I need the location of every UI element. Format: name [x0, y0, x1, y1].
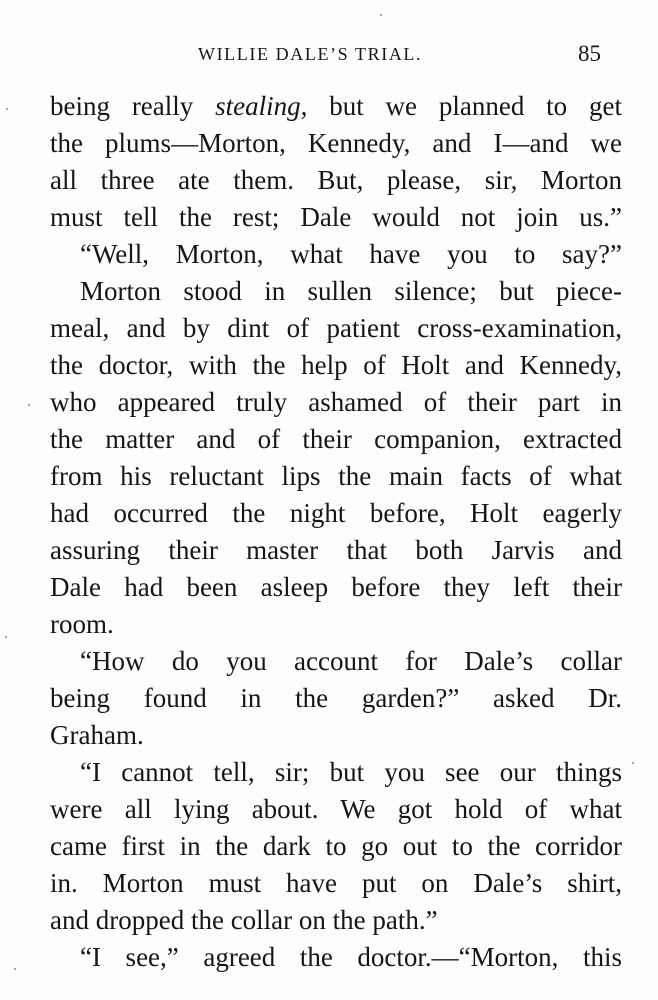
- text-line: meal, and by dint of patient cross-examination,: [50, 313, 622, 343]
- text-line: Graham.: [50, 720, 144, 750]
- text-line: Morton stood in sullen silence; but piece-: [80, 276, 622, 306]
- running-title: WILLIE DALE’S TRIAL.: [198, 44, 423, 64]
- text-line: who appeared truly ashamed of their part in: [50, 387, 622, 417]
- running-head: [0, 41, 658, 74]
- text-line: all three ate them. But, please, sir, Morton: [50, 165, 622, 195]
- text-line: “I see,” agreed the doctor.—“Morton, this: [80, 942, 622, 972]
- text-line: “How do you account for Dale’s collar: [80, 646, 622, 676]
- text-line: came first in the dark to go out to the corridor: [50, 831, 622, 861]
- scan-speck: [28, 404, 30, 406]
- text-line: had occurred the night before, Holt eagerly: [50, 498, 622, 528]
- text-line: were all lying about. We got hold of what: [50, 794, 622, 824]
- text-line: Dale had been asleep before they left their: [50, 572, 622, 602]
- scan-speck: [6, 108, 8, 110]
- scan-speck: [5, 636, 7, 638]
- text-line: the matter and of their companion, extracted: [50, 424, 622, 454]
- text-line: being found in the garden?” asked Dr.: [50, 683, 622, 713]
- text-line: the plums—Morton, Kennedy, and I—and we: [50, 128, 622, 158]
- text-line: assuring their master that both Jarvis and: [50, 535, 622, 565]
- text-line: in. Morton must have put on Dale’s shirt,: [50, 868, 622, 898]
- text-line: from his reluctant lips the main facts of what: [50, 461, 622, 491]
- text-line: and dropped the collar on the path.”: [50, 905, 438, 935]
- scan-speck: [632, 762, 634, 764]
- body-text: [50, 88, 622, 976]
- text-line: must tell the rest; Dale would not join us.”: [50, 202, 622, 232]
- text-line: room.: [50, 609, 114, 639]
- scan-speck: [14, 968, 16, 970]
- text-line: “I cannot tell, sir; but you see our things: [80, 757, 622, 787]
- emphasis-text: stealing,: [215, 91, 308, 121]
- scan-speck: [380, 14, 382, 16]
- text-line: the doctor, with the help of Holt and Kennedy,: [50, 350, 622, 380]
- text-line: being really stealing, but we planned to get: [50, 91, 622, 121]
- page-number: 85: [578, 41, 601, 66]
- text-line: “Well, Morton, what have you to say?”: [80, 239, 622, 269]
